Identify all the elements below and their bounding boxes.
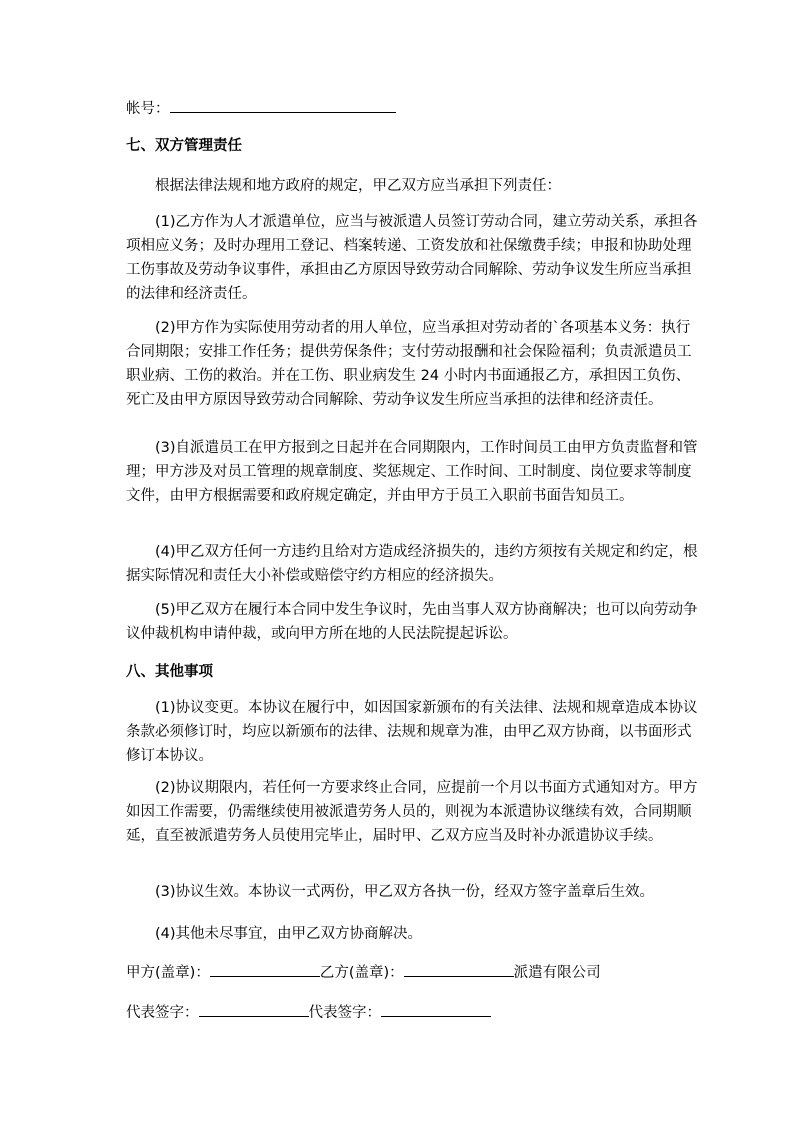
- account-blank: [170, 98, 396, 113]
- section7-item-4: (4)甲乙双方任何一方违约且给对方造成经济损失的，违约方须按有关规定和约定，根据实际情况和责任大小补偿或赔偿守约方相应的经济损失。: [126, 544, 698, 584]
- signature-line-reps: [126, 1002, 491, 1023]
- rep-a-blank: [199, 1002, 309, 1017]
- rep-b-label: 代表签字：: [308, 1005, 381, 1021]
- section8-item-3: (3)协议生效。本协议一式两份，甲乙双方各执一份，经双方签字盖章后生效。: [155, 884, 655, 900]
- party-a-label: 甲方(盖章)：: [126, 965, 210, 981]
- party-b-suffix: 派遣有限公司: [513, 965, 601, 981]
- party-b-label: 乙方(盖章)：: [319, 965, 404, 981]
- rep-b-blank: [381, 1002, 491, 1017]
- section8-item-2: (2)协议期限内，若任何一方要求终止合同，应提前一个月以书面方式通知对方。甲方如因工作需要，仍需继续使用被派遣劳务人员的，则视为本派遣协议继续有效，合同期顺延，直至被派遣劳务人员使用完毕止，届时甲、乙双方应当及时补办派遣协议手续。: [126, 780, 698, 844]
- signature-line-parties: [126, 962, 601, 983]
- section8-title: 八、其他事项: [126, 664, 213, 680]
- section8-item-1: (1)协议变更。本协议在履行中，如因国家新颁布的有关法律、法规和规章造成本协议条款必须修订时，均应以新颁布的法律、法规和规章为准，由甲乙双方协商，以书面形式修订本协议。: [126, 700, 698, 764]
- section7-item-3: (3)自派遣员工在甲方报到之日起并在合同期限内，工作时间员工由甲方负责监督和管理；甲方涉及对员工管理的规章制度、奖惩规定、工作时间、工时制度、岗位要求等制度文件，由甲方根据需要和政府规定确定，并由甲方于员工入职前书面告知员工。: [126, 440, 698, 504]
- section7-item-2: (2)甲方作为实际使用劳动者的用人单位，应当承担对劳动者的`各项基本义务：执行合同期限；安排工作任务；提供劳保条件；支付劳动报酬和社会保险福利；负责派遣员工职业病、工伤的救治。并在工伤、职业病发生 24 小时内书面通报乙方，承担因工负伤、死亡及由甲方原因导致劳动合同解除、劳动争议发生所应当承担的法律和经济责任。: [126, 320, 692, 408]
- rep-a-label: 代表签字：: [126, 1005, 199, 1021]
- account-label: 帐号：: [126, 101, 170, 117]
- party-b-blank: [404, 962, 514, 977]
- section7-title: 七、双方管理责任: [126, 138, 242, 154]
- section7-item-1: (1)乙方作为人才派遣单位，应当与被派遣人员签订劳动合同，建立劳动关系，承担各项相应义务；及时办理用工登记、档案转递、工资发放和社保缴费手续；申报和协助处理工伤事故及劳动争议事件，承担由乙方原因导致劳动合同解除、劳动争议发生所应当承担的法律和经济责任。: [126, 214, 698, 302]
- party-a-blank: [210, 962, 320, 977]
- section8-item-4: (4)其他未尽事宜，由甲乙双方协商解决。: [155, 926, 423, 942]
- section7-item-5: (5)甲乙双方在履行本合同中发生争议时，先由当事人双方协商解决；也可以向劳动争议仲裁机构申请仲裁，或向甲方所在地的人民法院提起诉讼。: [126, 602, 698, 642]
- section7-intro: 根据法律法规和地方政府的规定，甲乙双方应当承担下列责任：: [155, 178, 561, 194]
- account-line: [126, 98, 396, 119]
